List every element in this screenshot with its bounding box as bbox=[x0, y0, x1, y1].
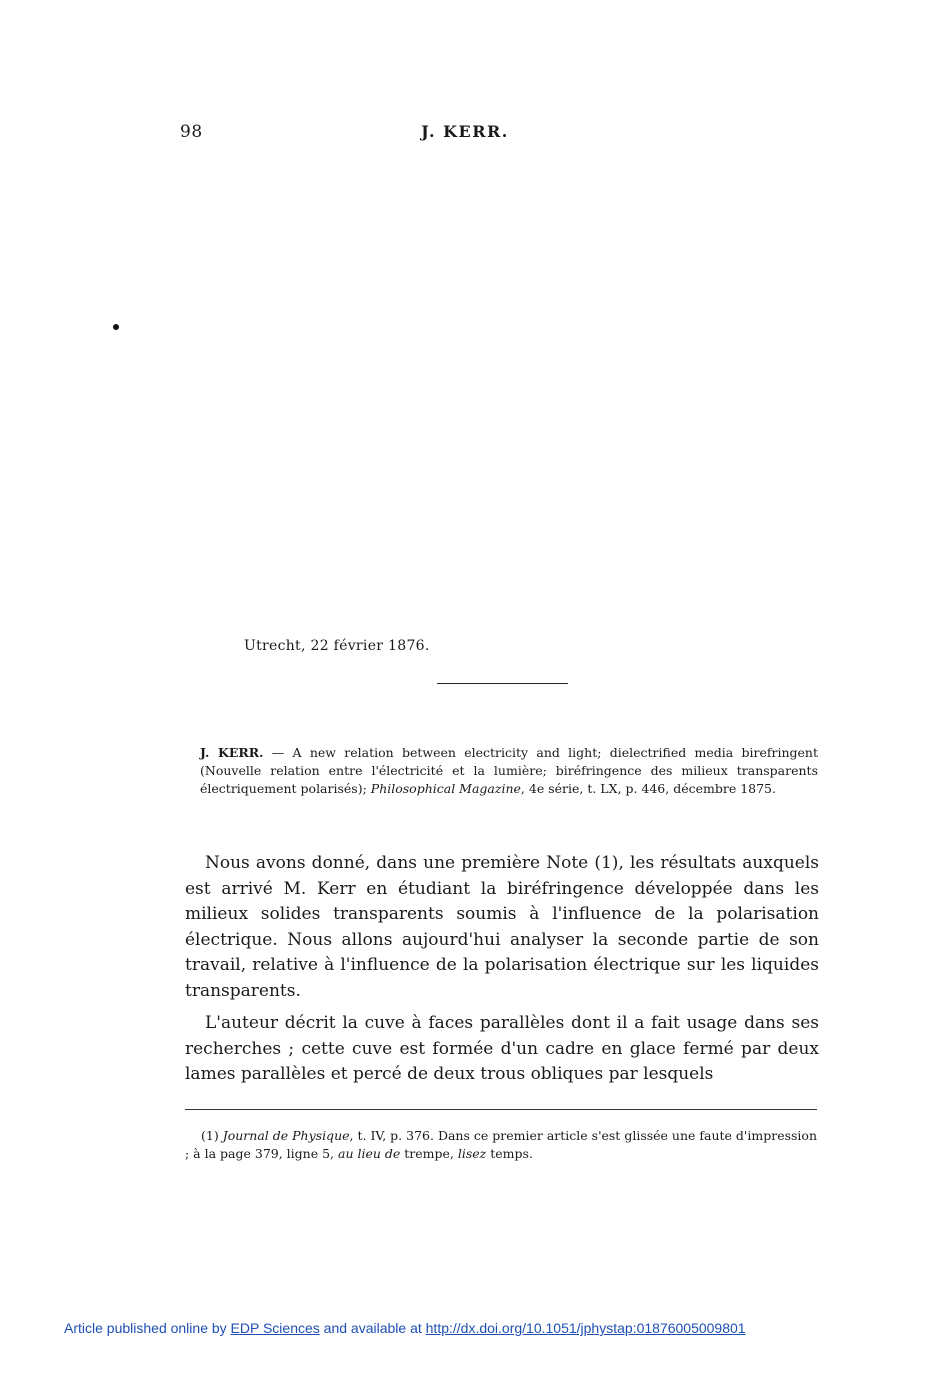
footnote bbox=[185, 1127, 817, 1163]
reference-journal: Philosophical Magazine bbox=[370, 781, 521, 796]
publisher-link[interactable]: EDP Sciences bbox=[230, 1320, 320, 1336]
running-head: J. KERR. bbox=[421, 122, 509, 141]
paragraph-1-text-b: , les résultats auxquels est arrivé M. Kerr en étudiant la biréfringence développée dans les milieux solides transparents soumis à l'influence de la polarisation électrique. Nous allons aujourd'hui analyser la seconde partie de son travail, relative à l'influence de la polarisation électrique sur les liquides transparents. bbox=[185, 853, 819, 1001]
dateline: Utrecht, 22 février 1876. bbox=[244, 638, 430, 654]
reference-dash: — bbox=[263, 745, 293, 760]
page-number: 98 bbox=[180, 122, 203, 142]
footnote-lisez: lisez bbox=[457, 1146, 487, 1161]
reference-title-en: A new relation between electricity and light; dielectrified media birefringent bbox=[292, 745, 818, 760]
doi-link[interactable]: http://dx.doi.org/10.1051/jphystap:01876005009801 bbox=[425, 1320, 746, 1336]
reference-block bbox=[200, 744, 818, 798]
footnote-marker: (1) bbox=[201, 1128, 219, 1143]
body-paragraph-1 bbox=[185, 851, 819, 1005]
reference-title-fr: (Nouvelle relation entre l'électricité et la lumière; biréfringence des milieux transparents électriquement polarisés); bbox=[200, 763, 818, 796]
body-paragraph-2: L'auteur décrit la cuve à faces parallèles dont il a fait usage dans ses recherches ; cette cuve est formée d'un cadre en glace fermé par deux lames parallèles et percé de deux trous obliques par lesquels bbox=[185, 1013, 819, 1085]
margin-dot bbox=[113, 324, 119, 330]
footnote-ref: (1) bbox=[594, 853, 619, 873]
footnote-text-b: trempe, bbox=[400, 1146, 458, 1161]
footnote-journal: Journal de Physique bbox=[222, 1128, 350, 1143]
reference-author: J. KERR. bbox=[200, 745, 264, 760]
banner-middle: and available at bbox=[319, 1320, 426, 1336]
footnote-rule bbox=[185, 1109, 817, 1110]
footnote-text-a: , t. IV, p. 376. Dans ce premier article s'est glissée une faute d'impression ; à la page 379, ligne 5, bbox=[185, 1128, 817, 1161]
footnote-au-lieu-de: au lieu de bbox=[338, 1146, 401, 1161]
footnote-text-c: temps. bbox=[486, 1146, 533, 1161]
banner-prefix: Article published online by bbox=[64, 1320, 231, 1336]
section-separator bbox=[437, 683, 568, 684]
reference-details: , 4e série, t. LX, p. 446, décembre 1875. bbox=[520, 781, 776, 796]
publication-banner bbox=[64, 1320, 746, 1336]
paragraph-1-text-a: Nous avons donné, dans une première Note bbox=[205, 853, 595, 873]
